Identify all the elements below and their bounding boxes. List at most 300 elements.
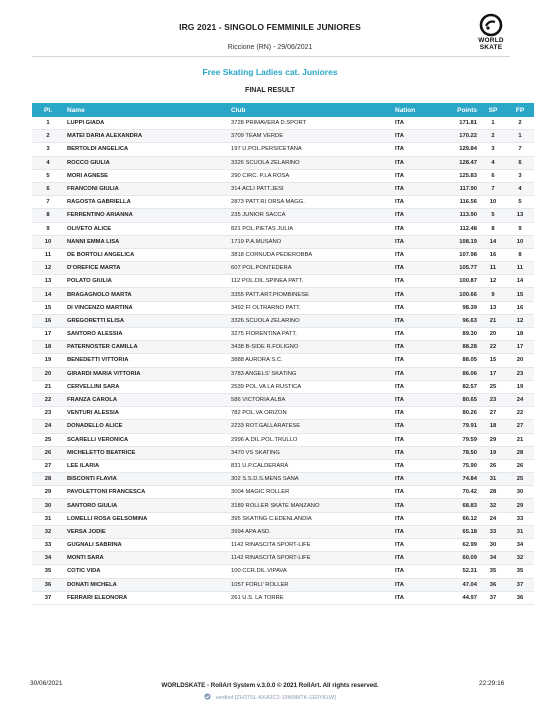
cell-sp: 19 bbox=[480, 446, 506, 459]
cell-points: 66.12 bbox=[434, 512, 480, 525]
cell-fp: 31 bbox=[506, 525, 534, 538]
cell-name: LUPPI GIADA bbox=[64, 117, 228, 130]
cell-club: 782 POL.VA ORIZON bbox=[228, 407, 392, 420]
cell-name: PAVOLETTONI FRANCESCA bbox=[64, 486, 228, 499]
cell-fp: 29 bbox=[506, 499, 534, 512]
cell-club: 1057 FORLI' ROLLER bbox=[228, 578, 392, 591]
footer-time: 22:29:16 bbox=[479, 680, 505, 687]
cell-fp: 24 bbox=[506, 393, 534, 406]
cell-sp: 20 bbox=[480, 328, 506, 341]
cell-place: 22 bbox=[32, 393, 64, 406]
cell-sp: 31 bbox=[480, 473, 506, 486]
table-row bbox=[32, 565, 534, 578]
cell-nation: ITA bbox=[392, 591, 434, 604]
cell-place: 35 bbox=[32, 565, 64, 578]
event-title: IRG 2021 - SINGOLO FEMMINILE JUNIORES bbox=[179, 22, 361, 32]
logo-line-2: SKATE bbox=[479, 44, 503, 51]
cell-club: 3728 PRIMAVERA D.SPORT bbox=[228, 117, 392, 130]
column-header-sp: SP bbox=[480, 103, 506, 117]
cell-place: 28 bbox=[32, 473, 64, 486]
cell-points: 117.90 bbox=[434, 182, 480, 195]
table-row bbox=[32, 275, 534, 288]
cell-name: BENEDETTI VITTORIA bbox=[64, 354, 228, 367]
cell-nation: ITA bbox=[392, 196, 434, 209]
cell-nation: ITA bbox=[392, 262, 434, 275]
cell-fp: 32 bbox=[506, 552, 534, 565]
cell-club: 3994 APA ASD. bbox=[228, 525, 392, 538]
cell-name: GREGORETTI ELISA bbox=[64, 314, 228, 327]
cell-place: 33 bbox=[32, 539, 64, 552]
cell-points: 89.30 bbox=[434, 328, 480, 341]
cell-nation: ITA bbox=[392, 248, 434, 261]
table-row bbox=[32, 130, 534, 143]
cell-nation: ITA bbox=[392, 565, 434, 578]
cell-nation: ITA bbox=[392, 459, 434, 472]
cell-fp: 8 bbox=[506, 248, 534, 261]
table-row bbox=[32, 143, 534, 156]
cell-name: FERRENTINO ARIANNA bbox=[64, 209, 228, 222]
cell-place: 18 bbox=[32, 341, 64, 354]
results-table-body bbox=[32, 117, 534, 604]
cell-nation: ITA bbox=[392, 209, 434, 222]
cell-place: 10 bbox=[32, 235, 64, 248]
cell-nation: ITA bbox=[392, 182, 434, 195]
cell-place: 9 bbox=[32, 222, 64, 235]
world-skate-logo-icon bbox=[478, 13, 504, 37]
cell-sp: 30 bbox=[480, 539, 506, 552]
cell-place: 1 bbox=[32, 117, 64, 130]
cell-points: 68.83 bbox=[434, 499, 480, 512]
cell-place: 30 bbox=[32, 499, 64, 512]
cell-fp: 16 bbox=[506, 301, 534, 314]
cell-club: 1142 RINASCITA SPORT-LIFE bbox=[228, 552, 392, 565]
cell-club: 821 POL.PIETAS JULIA bbox=[228, 222, 392, 235]
table-row bbox=[32, 393, 534, 406]
cell-fp: 36 bbox=[506, 591, 534, 604]
column-header-name: Name bbox=[64, 103, 228, 117]
cell-points: 60.09 bbox=[434, 552, 480, 565]
cell-place: 17 bbox=[32, 328, 64, 341]
cell-club: 3709 TEAM VERDE bbox=[228, 130, 392, 143]
cell-nation: ITA bbox=[392, 235, 434, 248]
cell-place: 29 bbox=[32, 486, 64, 499]
cell-club: 607 POL.PONTEDERA bbox=[228, 262, 392, 275]
cell-club: 3189 ROLLER SKATE MANZANO bbox=[228, 499, 392, 512]
cell-fp: 13 bbox=[506, 209, 534, 222]
cell-place: 11 bbox=[32, 248, 64, 261]
cell-club: 3783 ANGELS' SKATING bbox=[228, 367, 392, 380]
cell-name: BRAGAGNOLO MARTA bbox=[64, 288, 228, 301]
cell-nation: ITA bbox=[392, 354, 434, 367]
cell-points: 107.98 bbox=[434, 248, 480, 261]
table-row bbox=[32, 248, 534, 261]
table-row bbox=[32, 459, 534, 472]
table-row bbox=[32, 301, 534, 314]
cell-points: 113.90 bbox=[434, 209, 480, 222]
cell-nation: ITA bbox=[392, 156, 434, 169]
cell-fp: 34 bbox=[506, 539, 534, 552]
cell-name: COTIC VIDA bbox=[64, 565, 228, 578]
cell-points: 88.28 bbox=[434, 341, 480, 354]
cell-points: 96.63 bbox=[434, 314, 480, 327]
footer-system: WORLDSKATE - RollArt System v.3.0.0 © 2021 RollArt. All rights reserved. bbox=[161, 682, 379, 689]
cell-points: 100.66 bbox=[434, 288, 480, 301]
table-row bbox=[32, 367, 534, 380]
table-row bbox=[32, 328, 534, 341]
cell-points: 82.57 bbox=[434, 380, 480, 393]
cell-club: 1142 RINASCITA SPORT-LIFE bbox=[228, 539, 392, 552]
cell-fp: 21 bbox=[506, 433, 534, 446]
cell-fp: 2 bbox=[506, 117, 534, 130]
table-row bbox=[32, 446, 534, 459]
cell-points: 52.31 bbox=[434, 565, 480, 578]
cell-name: BERTOLDI ANGELICA bbox=[64, 143, 228, 156]
cell-fp: 26 bbox=[506, 459, 534, 472]
table-row bbox=[32, 354, 534, 367]
cell-fp: 1 bbox=[506, 130, 534, 143]
column-header-nation: Nation bbox=[392, 103, 434, 117]
cell-name: MICHELETTO BEATRICE bbox=[64, 446, 228, 459]
final-result-title: FINAL RESULT bbox=[245, 87, 295, 94]
cell-name: CERVELLINI SARA bbox=[64, 380, 228, 393]
cell-nation: ITA bbox=[392, 117, 434, 130]
cell-points: 128.47 bbox=[434, 156, 480, 169]
cell-points: 88.05 bbox=[434, 354, 480, 367]
cell-nation: ITA bbox=[392, 328, 434, 341]
cell-sp: 2 bbox=[480, 130, 506, 143]
table-row bbox=[32, 222, 534, 235]
cell-place: 19 bbox=[32, 354, 64, 367]
cell-name: D'OREFICE MARTA bbox=[64, 262, 228, 275]
cell-nation: ITA bbox=[392, 393, 434, 406]
cell-points: 80.26 bbox=[434, 407, 480, 420]
cell-place: 4 bbox=[32, 156, 64, 169]
cell-name: MONTI SARA bbox=[64, 552, 228, 565]
cell-sp: 22 bbox=[480, 341, 506, 354]
table-row bbox=[32, 512, 534, 525]
cell-fp: 28 bbox=[506, 446, 534, 459]
cell-name: GUGNALI SABRINA bbox=[64, 539, 228, 552]
cell-sp: 10 bbox=[480, 196, 506, 209]
cell-fp: 19 bbox=[506, 380, 534, 393]
cell-points: 98.39 bbox=[434, 301, 480, 314]
table-row bbox=[32, 539, 534, 552]
table-row bbox=[32, 578, 534, 591]
cell-fp: 4 bbox=[506, 182, 534, 195]
cell-fp: 11 bbox=[506, 262, 534, 275]
cell-fp: 9 bbox=[506, 222, 534, 235]
cell-nation: ITA bbox=[392, 301, 434, 314]
cell-place: 12 bbox=[32, 262, 64, 275]
verified-line bbox=[0, 693, 540, 702]
cell-club: 314 ACLI PATT.JESI bbox=[228, 182, 392, 195]
cell-points: 70.42 bbox=[434, 486, 480, 499]
cell-points: 171.81 bbox=[434, 117, 480, 130]
cell-name: SANTORO GIULIA bbox=[64, 499, 228, 512]
cell-points: 62.99 bbox=[434, 539, 480, 552]
table-row bbox=[32, 433, 534, 446]
cell-sp: 28 bbox=[480, 486, 506, 499]
cell-club: 3326 SCUOLA ZELARINO bbox=[228, 156, 392, 169]
cell-points: 100.87 bbox=[434, 275, 480, 288]
cell-points: 129.84 bbox=[434, 143, 480, 156]
table-row bbox=[32, 486, 534, 499]
cell-club: 2873 PATT.RI ORSA MAGG. bbox=[228, 196, 392, 209]
cell-club: 3004 MAGIC ROLLER bbox=[228, 486, 392, 499]
cell-place: 13 bbox=[32, 275, 64, 288]
cell-nation: ITA bbox=[392, 222, 434, 235]
cell-place: 6 bbox=[32, 182, 64, 195]
table-row bbox=[32, 341, 534, 354]
cell-name: RAGOSTA GABRIELLA bbox=[64, 196, 228, 209]
cell-sp: 14 bbox=[480, 235, 506, 248]
cell-place: 31 bbox=[32, 512, 64, 525]
column-header-points: Points bbox=[434, 103, 480, 117]
cell-nation: ITA bbox=[392, 446, 434, 459]
cell-points: 79.91 bbox=[434, 420, 480, 433]
cell-name: FRANZA CAROLA bbox=[64, 393, 228, 406]
cell-nation: ITA bbox=[392, 341, 434, 354]
cell-points: 108.19 bbox=[434, 235, 480, 248]
cell-name: VENTURI ALESSIA bbox=[64, 407, 228, 420]
cell-nation: ITA bbox=[392, 420, 434, 433]
cell-sp: 16 bbox=[480, 248, 506, 261]
table-row bbox=[32, 288, 534, 301]
table-row bbox=[32, 499, 534, 512]
cell-sp: 33 bbox=[480, 525, 506, 538]
cell-nation: ITA bbox=[392, 433, 434, 446]
cell-name: BISCONTI FLAVIA bbox=[64, 473, 228, 486]
table-row bbox=[32, 156, 534, 169]
table-row bbox=[32, 473, 534, 486]
cell-club: 3888 AURORA S.C. bbox=[228, 354, 392, 367]
cell-fp: 25 bbox=[506, 473, 534, 486]
cell-club: 112 POL.DIL.SPINEA PATT. bbox=[228, 275, 392, 288]
cell-points: 78.50 bbox=[434, 446, 480, 459]
cell-place: 27 bbox=[32, 459, 64, 472]
cell-club: 2233 ROT.GALLARATESE bbox=[228, 420, 392, 433]
cell-fp: 27 bbox=[506, 420, 534, 433]
cell-nation: ITA bbox=[392, 499, 434, 512]
cell-sp: 4 bbox=[480, 156, 506, 169]
cell-fp: 35 bbox=[506, 565, 534, 578]
cell-club: 3492 FI OLTRARNO PATT. bbox=[228, 301, 392, 314]
cell-place: 34 bbox=[32, 552, 64, 565]
cell-points: 74.84 bbox=[434, 473, 480, 486]
cell-sp: 13 bbox=[480, 301, 506, 314]
world-skate-logo bbox=[466, 13, 516, 55]
cell-club: 395 SKATING C.EDENLANDIA bbox=[228, 512, 392, 525]
cell-nation: ITA bbox=[392, 275, 434, 288]
cell-place: 24 bbox=[32, 420, 64, 433]
table-row bbox=[32, 420, 534, 433]
cell-sp: 37 bbox=[480, 591, 506, 604]
cell-name: FRANCONI GIULIA bbox=[64, 182, 228, 195]
cell-points: 44.97 bbox=[434, 591, 480, 604]
cell-fp: 33 bbox=[506, 512, 534, 525]
cell-sp: 34 bbox=[480, 552, 506, 565]
cell-points: 75.90 bbox=[434, 459, 480, 472]
cell-name: DE BORTOLI ANGELICA bbox=[64, 248, 228, 261]
cell-sp: 24 bbox=[480, 512, 506, 525]
cell-club: 261 U.S. LA TORRE bbox=[228, 591, 392, 604]
cell-club: 831 U.P.CALDERARA bbox=[228, 459, 392, 472]
cell-fp: 20 bbox=[506, 354, 534, 367]
results-table bbox=[32, 103, 534, 605]
cell-sp: 6 bbox=[480, 169, 506, 182]
cell-sp: 18 bbox=[480, 420, 506, 433]
cell-sp: 32 bbox=[480, 499, 506, 512]
cell-points: 116.56 bbox=[434, 196, 480, 209]
cell-fp: 14 bbox=[506, 275, 534, 288]
cell-nation: ITA bbox=[392, 473, 434, 486]
cell-fp: 15 bbox=[506, 288, 534, 301]
cell-place: 15 bbox=[32, 301, 64, 314]
cell-name: LOMELLI ROSA GELSOMINA bbox=[64, 512, 228, 525]
cell-sp: 27 bbox=[480, 407, 506, 420]
cell-sp: 9 bbox=[480, 288, 506, 301]
cell-club: 290 CIRC. P.LA ROSA bbox=[228, 169, 392, 182]
cell-nation: ITA bbox=[392, 578, 434, 591]
cell-points: 86.06 bbox=[434, 367, 480, 380]
cell-sp: 8 bbox=[480, 222, 506, 235]
cell-points: 105.77 bbox=[434, 262, 480, 275]
cell-place: 23 bbox=[32, 407, 64, 420]
cell-nation: ITA bbox=[392, 143, 434, 156]
cell-fp: 6 bbox=[506, 156, 534, 169]
cell-place: 14 bbox=[32, 288, 64, 301]
cell-club: 3470 VS SKATING bbox=[228, 446, 392, 459]
cell-name: VERSA JODIE bbox=[64, 525, 228, 538]
cell-nation: ITA bbox=[392, 512, 434, 525]
cell-name: SANTORO ALESSIA bbox=[64, 328, 228, 341]
cell-club: 3355 PATT.ART.PIOMBINESE bbox=[228, 288, 392, 301]
cell-club: 1719 P.A.MUSANO bbox=[228, 235, 392, 248]
cell-sp: 7 bbox=[480, 182, 506, 195]
cell-fp: 23 bbox=[506, 367, 534, 380]
cell-name: DONATI MICHELA bbox=[64, 578, 228, 591]
table-row bbox=[32, 262, 534, 275]
table-row bbox=[32, 209, 534, 222]
cell-sp: 29 bbox=[480, 433, 506, 446]
cell-club: 197 U.POL.PERSICETANA bbox=[228, 143, 392, 156]
table-row bbox=[32, 314, 534, 327]
cell-place: 25 bbox=[32, 433, 64, 446]
cell-nation: ITA bbox=[392, 407, 434, 420]
table-header-row bbox=[32, 103, 534, 117]
cell-place: 26 bbox=[32, 446, 64, 459]
cell-name: OLIVETO ALICE bbox=[64, 222, 228, 235]
cell-place: 21 bbox=[32, 380, 64, 393]
table-row bbox=[32, 169, 534, 182]
category-title: Free Skating Ladies cat. Juniores bbox=[202, 67, 338, 77]
cell-name: POLATO GIULIA bbox=[64, 275, 228, 288]
cell-sp: 12 bbox=[480, 275, 506, 288]
table-row bbox=[32, 407, 534, 420]
cell-points: 125.83 bbox=[434, 169, 480, 182]
cell-fp: 17 bbox=[506, 341, 534, 354]
cell-club: 3326 SCUOLA ZELARINO bbox=[228, 314, 392, 327]
cell-sp: 35 bbox=[480, 565, 506, 578]
table-row bbox=[32, 380, 534, 393]
cell-club: 302 S.S.D.S.MENS SANA bbox=[228, 473, 392, 486]
cell-nation: ITA bbox=[392, 539, 434, 552]
cell-name: ROCCO GIULIA bbox=[64, 156, 228, 169]
verified-badge-icon bbox=[204, 693, 211, 702]
cell-name: SCARELLI VERONICA bbox=[64, 433, 228, 446]
table-row bbox=[32, 525, 534, 538]
cell-name: MATEI DARIA ALEXANDRA bbox=[64, 130, 228, 143]
cell-name: FERRARI ELEONORA bbox=[64, 591, 228, 604]
cell-sp: 26 bbox=[480, 459, 506, 472]
cell-fp: 3 bbox=[506, 169, 534, 182]
cell-name: DONADELLO ALICE bbox=[64, 420, 228, 433]
table-row bbox=[32, 591, 534, 604]
cell-name: GIRARDI MARIA VITTORIA bbox=[64, 367, 228, 380]
cell-points: 79.59 bbox=[434, 433, 480, 446]
cell-sp: 36 bbox=[480, 578, 506, 591]
table-row bbox=[32, 117, 534, 130]
cell-club: 2539 POL.VA LA RUSTICA bbox=[228, 380, 392, 393]
cell-nation: ITA bbox=[392, 169, 434, 182]
cell-sp: 11 bbox=[480, 262, 506, 275]
cell-points: 65.18 bbox=[434, 525, 480, 538]
header-divider bbox=[32, 56, 510, 57]
cell-place: 3 bbox=[32, 143, 64, 156]
footer-date: 30/06/2021 bbox=[30, 680, 63, 687]
cell-sp: 5 bbox=[480, 209, 506, 222]
cell-nation: ITA bbox=[392, 486, 434, 499]
cell-sp: 1 bbox=[480, 117, 506, 130]
cell-sp: 23 bbox=[480, 393, 506, 406]
cell-place: 16 bbox=[32, 314, 64, 327]
cell-sp: 25 bbox=[480, 380, 506, 393]
cell-name: LEE ILARIA bbox=[64, 459, 228, 472]
cell-fp: 5 bbox=[506, 196, 534, 209]
cell-place: 20 bbox=[32, 367, 64, 380]
cell-points: 47.04 bbox=[434, 578, 480, 591]
cell-sp: 21 bbox=[480, 314, 506, 327]
cell-club: 100 CCR.DIL.VIPAVA bbox=[228, 565, 392, 578]
cell-fp: 22 bbox=[506, 407, 534, 420]
cell-nation: ITA bbox=[392, 130, 434, 143]
verified-code: verified [ZH37SL-KKA3C2-19W9MTK-1E0YKLW] bbox=[215, 694, 336, 701]
cell-sp: 15 bbox=[480, 354, 506, 367]
column-header-club: Club bbox=[228, 103, 392, 117]
column-header-fp: FP bbox=[506, 103, 534, 117]
cell-nation: ITA bbox=[392, 288, 434, 301]
cell-name: MORI AGNESE bbox=[64, 169, 228, 182]
cell-place: 37 bbox=[32, 591, 64, 604]
table-row bbox=[32, 182, 534, 195]
cell-club: 3438 B-SIDE R.FOLIGNO bbox=[228, 341, 392, 354]
cell-points: 112.48 bbox=[434, 222, 480, 235]
cell-place: 2 bbox=[32, 130, 64, 143]
cell-club: 2996 A.DIL.POL.TRULLO bbox=[228, 433, 392, 446]
cell-club: 586 VICTORIA ALBA bbox=[228, 393, 392, 406]
table-row bbox=[32, 235, 534, 248]
cell-points: 170.22 bbox=[434, 130, 480, 143]
cell-fp: 18 bbox=[506, 328, 534, 341]
event-subtitle: Riccione (RN) - 29/06/2021 bbox=[227, 44, 313, 51]
cell-club: 3818 CORNUDA PEDEROBBA bbox=[228, 248, 392, 261]
logo-line-1: WORLD bbox=[478, 37, 504, 44]
cell-fp: 30 bbox=[506, 486, 534, 499]
cell-club: 3275 FIORENTINA PATT. bbox=[228, 328, 392, 341]
cell-fp: 10 bbox=[506, 235, 534, 248]
table-row bbox=[32, 552, 534, 565]
cell-nation: ITA bbox=[392, 314, 434, 327]
